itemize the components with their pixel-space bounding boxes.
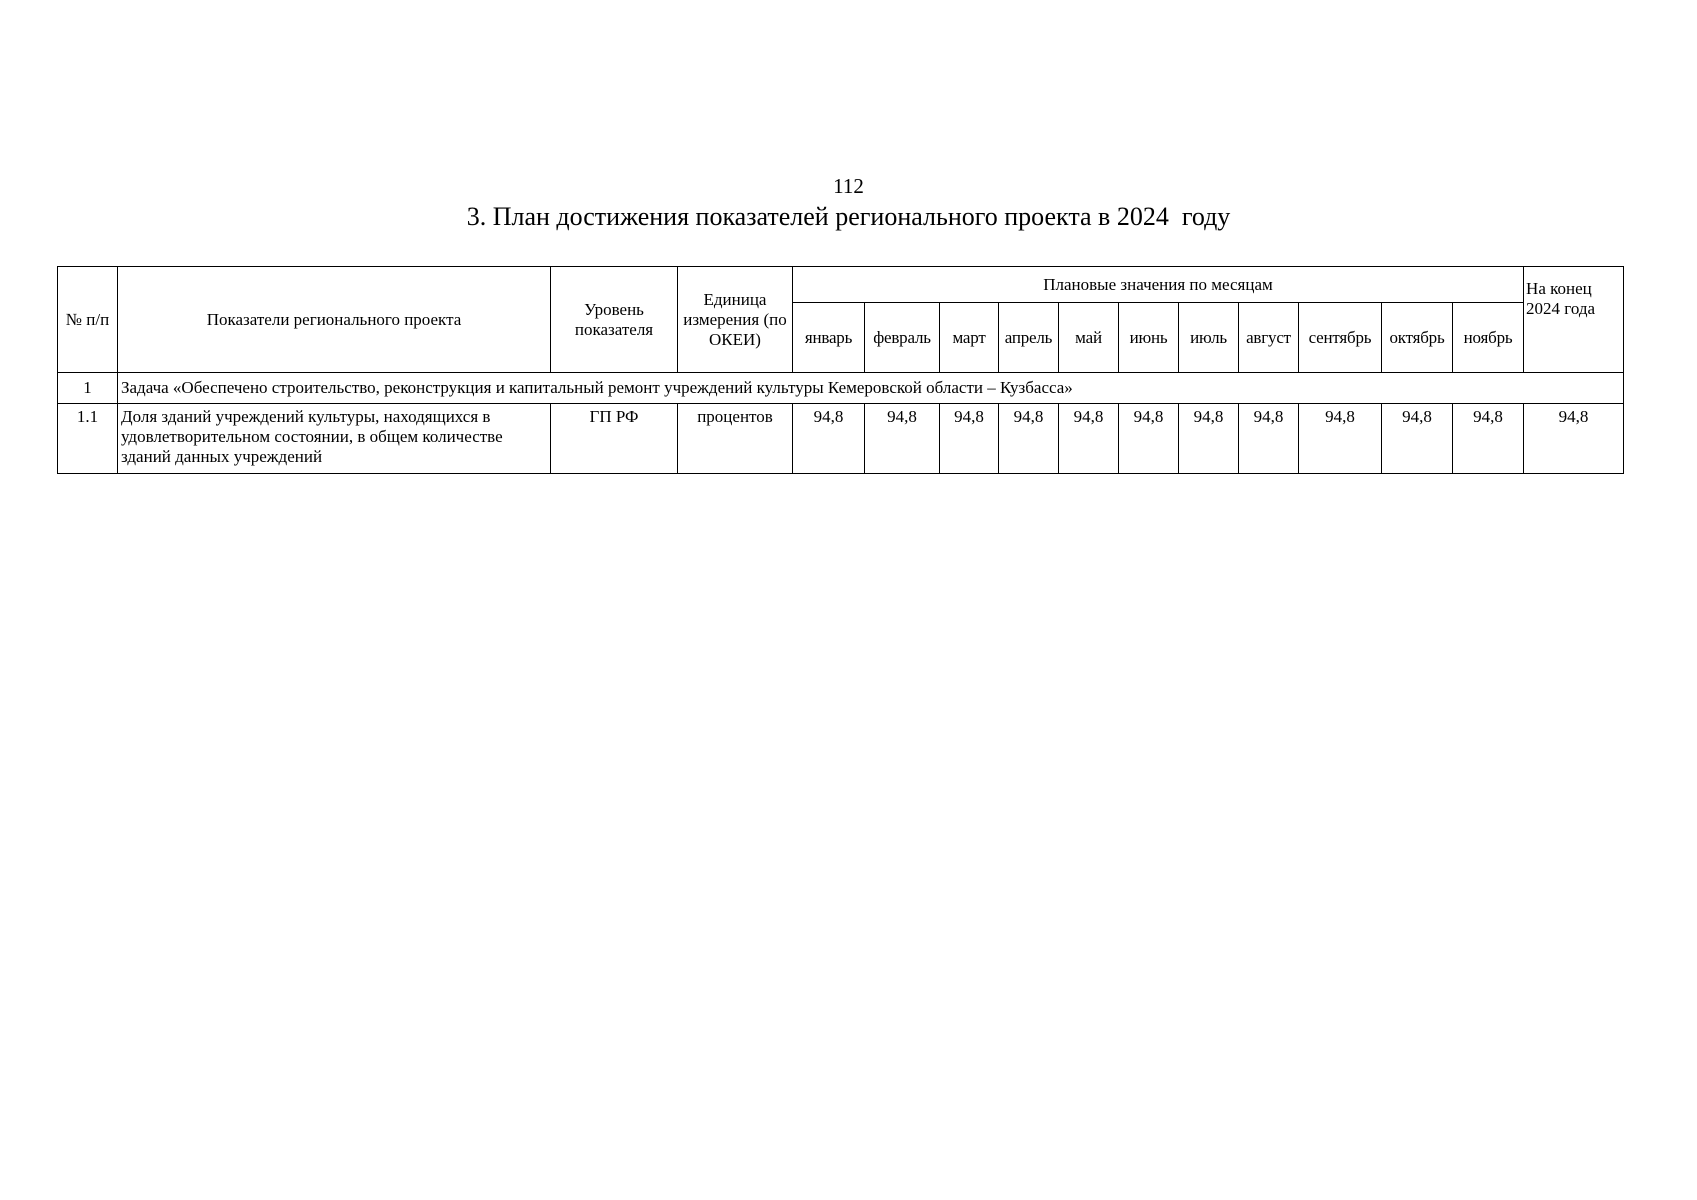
- row-value-month: 94,8: [1119, 404, 1179, 474]
- header-month: январь: [793, 303, 865, 373]
- row-value-month: 94,8: [1239, 404, 1299, 474]
- row-value-month: 94,8: [1299, 404, 1382, 474]
- indicators-plan-table: [57, 266, 1624, 474]
- row-value-month: 94,8: [1382, 404, 1453, 474]
- row-value-month: 94,8: [793, 404, 865, 474]
- header-month: март: [940, 303, 999, 373]
- document-title: 3. План достижения показателей регионального проекта в 2024 году: [466, 202, 1231, 231]
- row-value-month: 94,8: [865, 404, 940, 474]
- header-month: август: [1239, 303, 1299, 373]
- header-end-of-year: На конец 2024 года: [1524, 267, 1624, 373]
- row-value-month: 94,8: [1453, 404, 1524, 474]
- header-unit: Единица измерения (по ОКЕИ): [678, 267, 793, 373]
- header-num: № п/п: [58, 267, 118, 373]
- header-indicator: Показатели регионального проекта: [118, 267, 551, 373]
- row-unit: процентов: [678, 404, 793, 474]
- header-month: июль: [1179, 303, 1239, 373]
- row-value-month: 94,8: [1179, 404, 1239, 474]
- task-num: 1: [58, 373, 118, 404]
- row-level: ГП РФ: [551, 404, 678, 474]
- table-row: [58, 404, 1624, 474]
- row-value-end-of-year: 94,8: [1524, 404, 1624, 474]
- header-month: октябрь: [1382, 303, 1453, 373]
- header-month: сентябрь: [1299, 303, 1382, 373]
- header-month: ноябрь: [1453, 303, 1524, 373]
- row-indicator: Доля зданий учреждений культуры, находящихся в удовлетворительном состоянии, в общем количестве зданий данных учреждений: [118, 404, 551, 474]
- row-value-month: 94,8: [999, 404, 1059, 474]
- header-month: май: [1059, 303, 1119, 373]
- header-month: февраль: [865, 303, 940, 373]
- header-month: апрель: [999, 303, 1059, 373]
- header-level: Уровень показателя: [551, 267, 678, 373]
- row-value-month: 94,8: [940, 404, 999, 474]
- page-number: 112: [833, 174, 864, 198]
- row-value-month: 94,8: [1059, 404, 1119, 474]
- header-month: июнь: [1119, 303, 1179, 373]
- row-num: 1.1: [58, 404, 118, 474]
- header-monthly-group: Плановые значения по месяцам: [793, 267, 1524, 303]
- task-text: Задача «Обеспечено строительство, реконструкция и капитальный ремонт учреждений культуры Кемеровской области – Кузбасса»: [118, 373, 1624, 404]
- task-row: [58, 373, 1624, 404]
- header-row-top: [58, 267, 1624, 303]
